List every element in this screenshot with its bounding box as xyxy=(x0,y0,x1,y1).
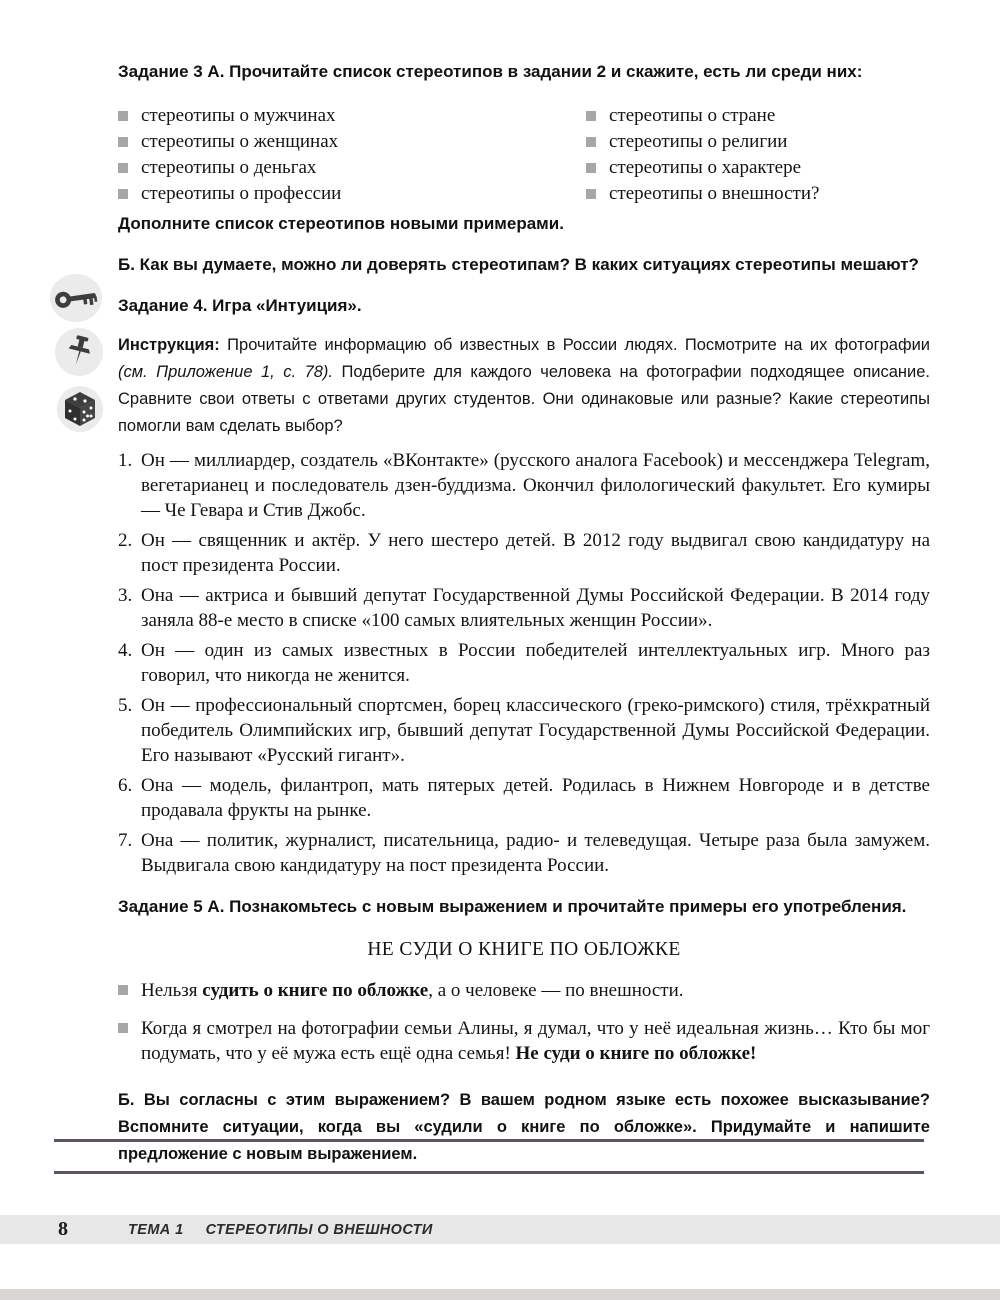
section-task3 xyxy=(118,62,930,275)
celebrity-descriptions xyxy=(118,448,930,878)
numbered-item xyxy=(118,528,930,578)
example-sentence xyxy=(118,978,930,1003)
instruction-text: Прочитайте информацию об известных в России людях. Посмотрите на их фотографии xyxy=(227,336,930,354)
list-item xyxy=(118,129,586,155)
page-bottom-strip xyxy=(0,1289,1000,1300)
item-number: 4. xyxy=(118,640,133,661)
item-number: 6. xyxy=(118,775,133,796)
bullet-square-icon xyxy=(118,163,128,173)
key-icon xyxy=(50,274,102,322)
list-item xyxy=(118,181,586,207)
item-text: Она — актриса и бывший депутат Государственной Думы Российской Федерации. В 2014 году заняла 88-е место в списке «100 самых влиятельных женщин России». xyxy=(141,585,930,631)
item-number: 1. xyxy=(118,450,133,471)
item-text: Он — священник и актёр. У него шестеро детей. В 2012 году выдвигал свою кандидатуру на пост президента России. xyxy=(141,530,930,576)
list-item xyxy=(118,103,586,129)
instruction-reference: (см. Приложение 1, с. 78). xyxy=(118,363,334,381)
list-item-label: стереотипы о женщинах xyxy=(141,131,339,152)
item-text: Она — политик, журналист, писательница, радио- и телеведущая. Четыре раза была замужем. Выдвигала свою кандидатуру на пост президента России. xyxy=(141,830,930,876)
task3-part-b: Б. Как вы думаете, можно ли доверять стереотипам? В каких ситуациях стереотипы мешают? xyxy=(118,255,919,274)
bullet-square-icon xyxy=(118,111,128,121)
list-item-label: стереотипы о религии xyxy=(609,131,788,152)
bullet-square-icon xyxy=(118,137,128,147)
bullet-square-icon xyxy=(118,985,128,995)
item-number: 7. xyxy=(118,830,133,851)
proverb-title: НЕ СУДИ О КНИГЕ ПО ОБЛОЖКЕ xyxy=(367,939,681,960)
instruction-label: Инструкция: xyxy=(118,336,220,354)
example-text: Когда я смотрел на фотографии семьи Алины, я думал, что у неё идеальная жизнь… Кто бы мог подумать, что у её мужа есть ещё одна семья! xyxy=(141,1018,930,1064)
pushpin-icon xyxy=(55,328,103,376)
list-item xyxy=(586,181,819,207)
stereotype-columns xyxy=(118,103,930,207)
list-item xyxy=(586,155,819,181)
bullet-square-icon xyxy=(118,1023,128,1033)
list-item xyxy=(118,155,586,181)
task3-supplement: Дополните список стереотипов новыми примерами. xyxy=(118,214,564,233)
dice-icon xyxy=(57,386,103,432)
example-text: Нельзя xyxy=(141,980,203,1001)
footer-bar xyxy=(0,1215,1000,1244)
numbered-item xyxy=(118,693,930,768)
item-number: 5. xyxy=(118,695,133,716)
page-number: 8 xyxy=(58,1218,68,1240)
list-item xyxy=(586,129,819,155)
example-bold-text: Не суди о книге по обложке! xyxy=(515,1043,757,1064)
example-sentence xyxy=(118,1016,930,1066)
bullet-square-icon xyxy=(586,189,596,199)
bullet-square-icon xyxy=(586,111,596,121)
list-item-label: стереотипы о внешности? xyxy=(609,183,820,204)
numbered-item xyxy=(118,638,930,688)
bullet-square-icon xyxy=(118,189,128,199)
task5-heading: Задание 5 А. Познакомьтесь с новым выражением и прочитайте примеры его употребления. xyxy=(118,897,907,916)
list-item-label: стереотипы о деньгах xyxy=(141,157,317,178)
stereotype-list-right xyxy=(586,103,819,207)
section-task4 xyxy=(118,296,930,878)
item-number: 2. xyxy=(118,530,133,551)
list-item-label: стереотипы о мужчинах xyxy=(141,105,336,126)
answer-line xyxy=(54,1171,924,1174)
item-text: Он — миллиардер, создатель «ВКонтакте» (русского аналога Facebook) и мессенджера Telegram, вегетарианец и последователь дзен-буддизма. Окончил филологический факультет. Его кумиры — Че Гевара и Стив Джобс. xyxy=(141,450,930,521)
list-item-label: стереотипы о стране xyxy=(609,105,776,126)
task4-instruction xyxy=(118,332,930,440)
footer-theme-title: СТЕРЕОТИПЫ О ВНЕШНОСТИ xyxy=(205,1221,433,1238)
item-number: 3. xyxy=(118,585,133,606)
numbered-item xyxy=(118,448,930,523)
footer-theme xyxy=(128,1222,433,1238)
task5-part-b: Б. Вы согласны с этим выражением? В вашем родном языке есть похожее высказывание? Вспомните ситуации, когда вы «судили о книге по обложке». Придумайте и напишите предложение с новым выражением. xyxy=(118,1091,930,1163)
item-text: Он — профессиональный спортсмен, борец классического (греко-римского) стиля, трёхкратный победитель Олимпийских игр, бывший депутат Государственной Думы Российской Федерации. Его называют «Русский гигант». xyxy=(141,695,930,766)
list-item-label: стереотипы о профессии xyxy=(141,183,342,204)
answer-line xyxy=(54,1139,924,1142)
bullet-square-icon xyxy=(586,137,596,147)
task4-heading: Задание 4. Игра «Интуиция». xyxy=(118,296,362,315)
list-item xyxy=(586,103,819,129)
section-task5 xyxy=(118,897,930,1168)
list-item-label: стереотипы о характере xyxy=(609,157,802,178)
numbered-item xyxy=(118,773,930,823)
bullet-square-icon xyxy=(586,163,596,173)
example-bold-text: судить о книге по обложке xyxy=(202,980,429,1001)
stereotype-list-left xyxy=(118,103,586,207)
numbered-item xyxy=(118,583,930,633)
item-text: Он — один из самых известных в России победителей интеллектуальных игр. Много раз говорил, что никогда не женится. xyxy=(141,640,930,686)
instruction-text: Подберите для каждого человека на фотографии подходящее описание. Сравните свои ответы с ответами других студентов. Они одинаковые или разные? Какие стереотипы помогли вам сделать выбор? xyxy=(118,363,930,435)
task3-heading: Задание 3 А. Прочитайте список стереотипов в задании 2 и скажите, есть ли среди них: xyxy=(118,62,863,81)
example-text: , а о человеке — по внешности. xyxy=(428,980,684,1001)
footer-theme-label: ТЕМА 1 xyxy=(128,1221,184,1238)
numbered-item xyxy=(118,828,930,878)
item-text: Она — модель, филантроп, мать пятерых детей. Родилась в Нижнем Новгороде и в детстве продавала фрукты на рынке. xyxy=(141,775,930,821)
